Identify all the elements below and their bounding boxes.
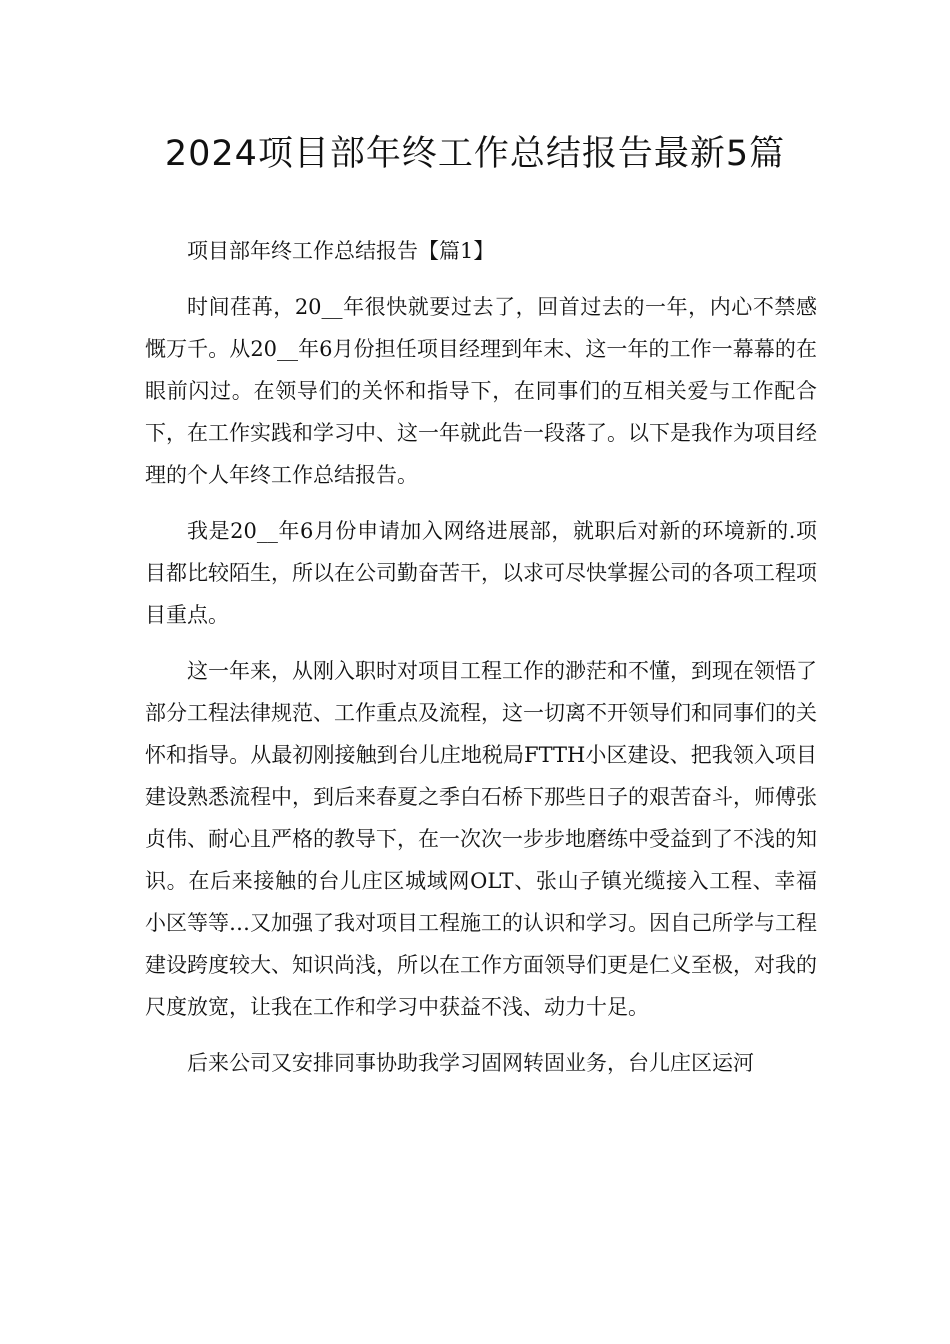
document-title: 2024项目部年终工作总结报告最新5篇 (164, 134, 786, 174)
section-heading: 项目部年终工作总结报告【篇1】 (187, 239, 495, 263)
paragraph: 后来公司又安排同事协助我学习固网转固业务，台儿庄区运河 (187, 1051, 754, 1075)
paragraph: 我是20__年6月份申请加入网络进展部，就职后对新的环境新的.项目都比较陌生，所以在公司勤奋苦干，以求可尽快掌握公司的各项工程项目重点。 (145, 519, 817, 627)
paragraph: 这一年来，从刚入职时对项目工程工作的渺茫和不懂，到现在领悟了部分工程法律规范、工作重点及流程，这一切离不开领导们和同事们的关怀和指导。从最初刚接触到台儿庄地税局FTTH小区建设、把我领入项目建设熟悉流程中，到后来春夏之季白石桥下那些日子的艰苦奋斗，师傅张贞伟、耐心且严格的教导下，在一次次一步步地磨练中受益到了不浅的知识。在后来接触的台儿庄区城域网OLT、张山子镇光缆接入工程、幸福小区等等…又加强了我对项目工程施工的认识和学习。因自己所学与工程建设跨度较大、知识尚浅，所以在工作方面领导们更是仁义至极，对我的尺度放宽，让我在工作和学习中获益不浅、动力十足。 (145, 659, 817, 1019)
paragraph: 时间荏苒，20__年很快就要过去了，回首过去的一年，内心不禁感慨万千。从20__年6月份担任项目经理到年末、这一年的工作一幕幕的在眼前闪过。在领导们的关怀和指导下，在同事们的互相关爱与工作配合下，在工作实践和学习中、这一年就此告一段落了。以下是我作为项目经理的个人年终工作总结报告。 (145, 295, 817, 487)
document-body (145, 230, 817, 1098)
